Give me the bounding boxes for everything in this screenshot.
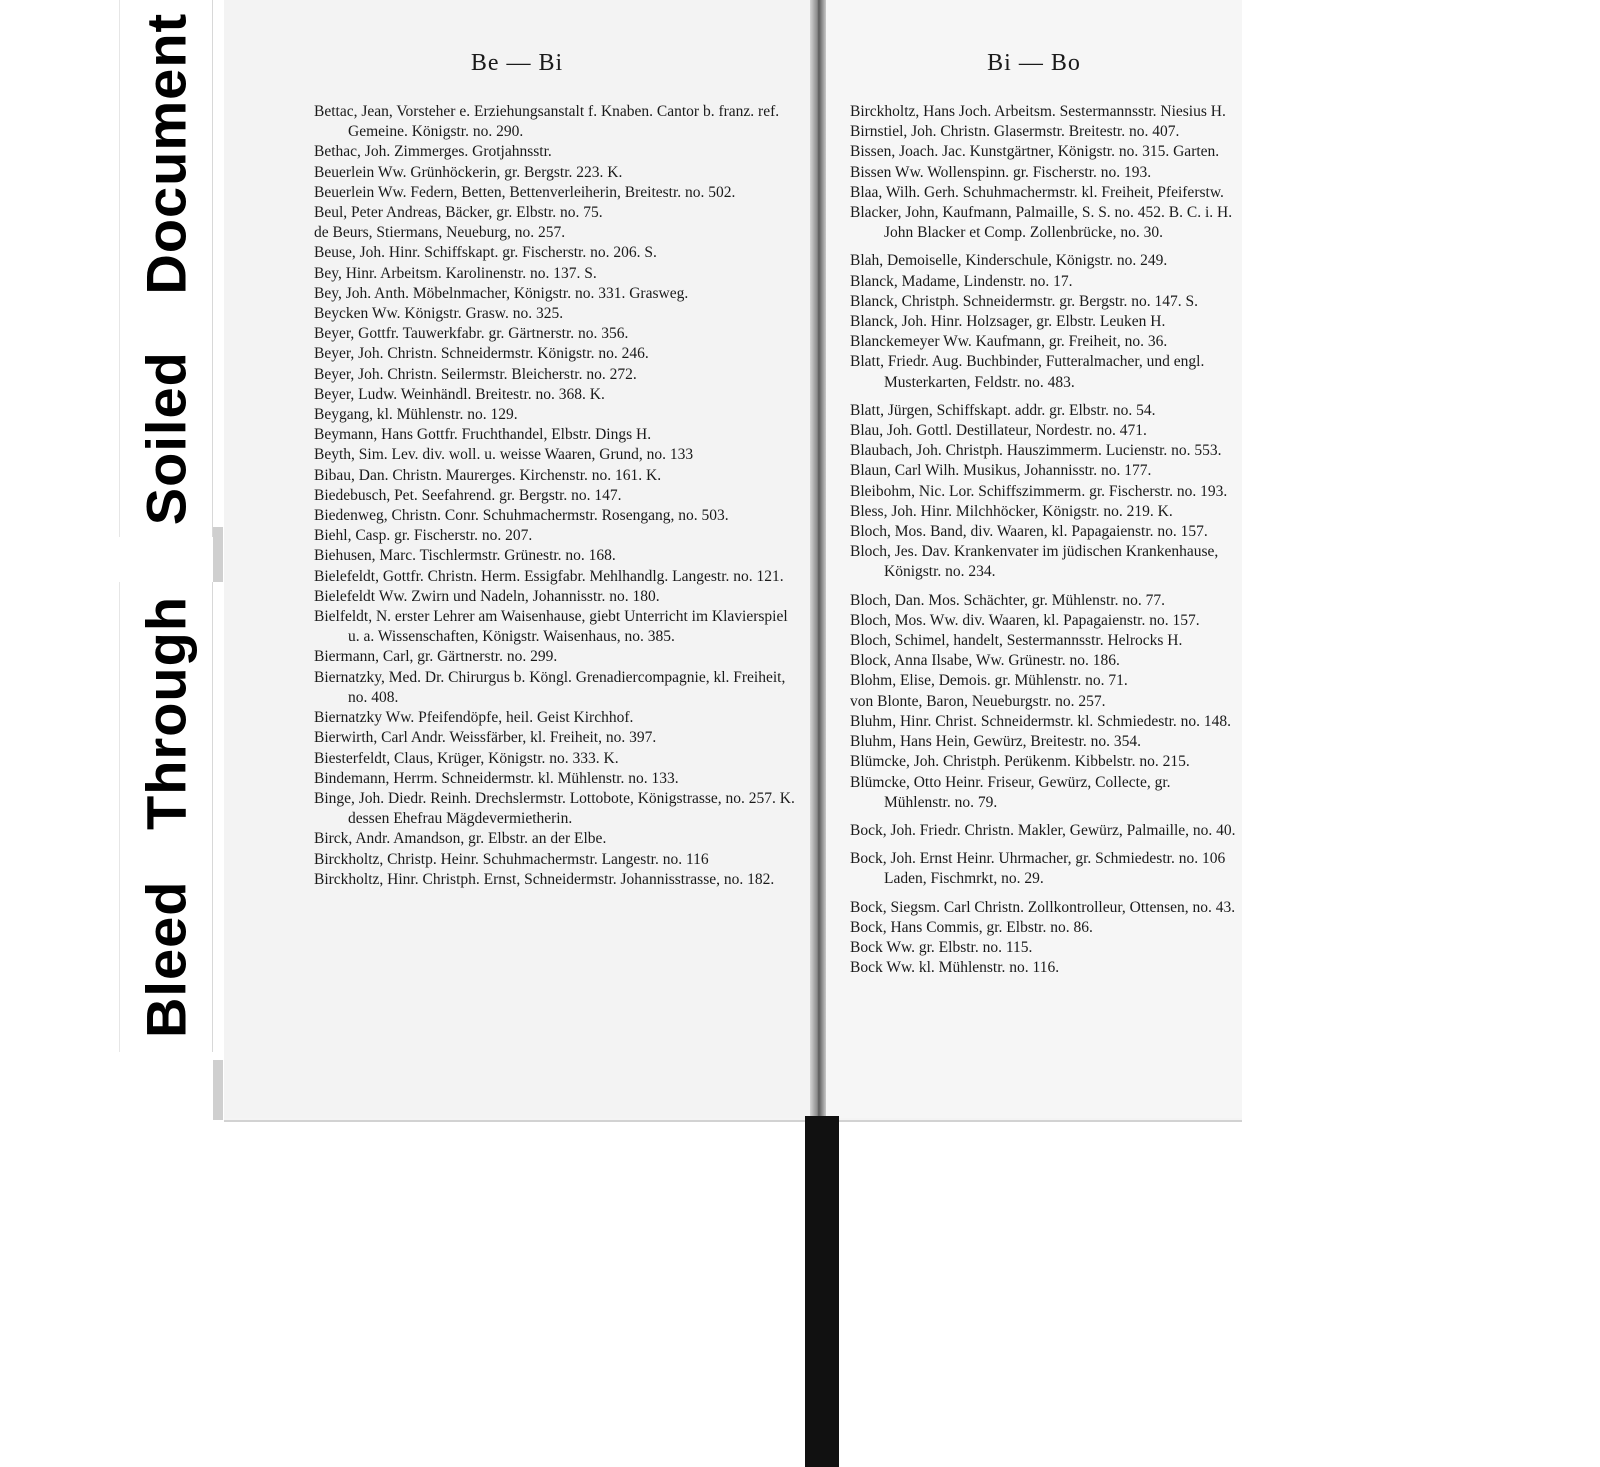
- directory-entry: Blaubach, Joh. Christph. Hauszimmerm. Lucienstr. no. 553.: [850, 442, 1222, 460]
- soiled-document-stamp: [120, 0, 212, 537]
- directory-entry: Bloch, Mos. Ww. div. Waaren, kl. Papagaienstr. no. 157.: [850, 611, 1200, 629]
- directory-entry: Blümcke, Joh. Christph. Perükenm. Kibbelstr. no. 215.: [850, 753, 1190, 771]
- directory-entry: Beycken Ww. Königstr. Grasw. no. 325.: [314, 305, 564, 323]
- directory-entry: Bierwirth, Carl Andr. Weissfärber, kl. Freiheit, no. 397.: [314, 729, 657, 747]
- right-page: [826, 0, 1242, 1118]
- bleed-through-stamp: [120, 582, 212, 1052]
- directory-entry: Bleibohm, Nic. Lor. Schiffszimmerm. gr. Fischerstr. no. 193.: [850, 482, 1228, 500]
- book-spine-shadow: [805, 1116, 839, 1467]
- soiled-document-label: Soiled Document: [134, 12, 198, 525]
- directory-entry: Blatt, Jürgen, Schiffskapt. addr. gr. Elbstr. no. 54.: [850, 401, 1156, 419]
- directory-entry: Bloch, Schimel, handelt, Sestermannsstr. Helrocks H.: [850, 632, 1183, 650]
- directory-entry: Blacker, John, Kaufmann, Palmaille, S. S. no. 452. B. C. i. H. John Blacker et Comp. Zollenbrücke, no. 30.: [850, 204, 1233, 242]
- directory-entry: Beuerlein Ww. Grünhöckerin, gr. Bergstr. 223. K.: [314, 163, 623, 181]
- bleed-through-label: Bleed Through: [134, 595, 198, 1039]
- directory-entry: Bey, Joh. Anth. Möbelnmacher, Königstr. no. 331. Grasweg.: [314, 284, 689, 302]
- scanned-sheet: [224, 0, 1242, 1122]
- directory-entry: Bock, Hans Commis, gr. Elbstr. no. 86.: [850, 918, 1093, 936]
- directory-entry: Bock, Siegsm. Carl Christn. Zollkontrolleur, Ottensen, no. 43.: [850, 898, 1236, 916]
- directory-entry: Biedenweg, Christn. Conr. Schuhmachermstr. Rosengang, no. 503.: [314, 507, 729, 525]
- directory-entry: Blanckemeyer Ww. Kaufmann, gr. Freiheit, no. 36.: [850, 333, 1168, 351]
- directory-entry: Beul, Peter Andreas, Bäcker, gr. Elbstr. no. 75.: [314, 204, 603, 222]
- directory-entry: Blau, Joh. Gottl. Destillateur, Nordestr. no. 471.: [850, 422, 1147, 440]
- directory-entry: Biermann, Carl, gr. Gärtnerstr. no. 299.: [314, 648, 558, 666]
- stamp-divider: [213, 527, 223, 582]
- stamp-divider: [213, 1060, 223, 1120]
- directory-entry: Biehl, Casp. gr. Fischerstr. no. 207.: [314, 527, 533, 545]
- directory-entry: Blaun, Carl Wilh. Musikus, Johannisstr. no. 177.: [850, 462, 1152, 480]
- directory-entry: Bless, Joh. Hinr. Milchhöcker, Königstr. no. 219. K.: [850, 502, 1173, 520]
- directory-entry: Bey, Hinr. Arbeitsm. Karolinenstr. no. 137. S.: [314, 264, 597, 282]
- book-gutter: [810, 0, 826, 1118]
- directory-entry: Bloch, Jes. Dav. Krankenvater im jüdischen Krankenhause, Königstr. no. 234.: [850, 543, 1219, 581]
- left-page-header: Be — Bi: [470, 50, 564, 76]
- directory-entry: Blümcke, Otto Heinr. Friseur, Gewürz, Collecte, gr. Mühlenstr. no. 79.: [850, 773, 1171, 811]
- directory-entry: Bock, Joh. Friedr. Christn. Makler, Gewürz, Palmaille, no. 40.: [850, 821, 1236, 839]
- directory-entry: Birckholtz, Hinr. Christph. Ernst, Schneidermstr. Johannisstrasse, no. 182.: [314, 870, 775, 888]
- directory-entry: Birnstiel, Joh. Christn. Glasermstr. Breitestr. no. 407.: [850, 123, 1180, 141]
- directory-entry: Biernatzky, Med. Dr. Chirurgus b. Köngl. Grenadiercompagnie, kl. Freiheit, no. 408.: [314, 668, 786, 706]
- directory-entry: Bielefeldt Ww. Zwirn und Nadeln, Johannisstr. no. 180.: [314, 587, 660, 605]
- directory-entry: Blanck, Madame, Lindenstr. no. 17.: [850, 272, 1073, 290]
- directory-entry: de Beurs, Stiermans, Neueburg, no. 257.: [314, 224, 566, 242]
- directory-entry: Beuse, Joh. Hinr. Schiffskapt. gr. Fischerstr. no. 206. S.: [314, 244, 657, 262]
- directory-entry: Blanck, Christph. Schneidermstr. gr. Bergstr. no. 147. S.: [850, 292, 1199, 310]
- directory-entry: Biernatzky Ww. Pfeifendöpfe, heil. Geist Kirchhof.: [314, 709, 634, 727]
- directory-entry: Bluhm, Hinr. Christ. Schneidermstr. kl. Schmiedestr. no. 148.: [850, 712, 1232, 730]
- directory-entry: Bock Ww. gr. Elbstr. no. 115.: [850, 938, 1033, 956]
- directory-entry: Binge, Joh. Diedr. Reinh. Drechslermstr. Lottobote, Königstrasse, no. 257. K. dessen Ehefrau Mägdevermietherin.: [314, 789, 795, 828]
- directory-entry: Biehusen, Marc. Tischlermstr. Grünestr. no. 168.: [314, 547, 616, 565]
- directory-entry: Beyer, Ludw. Weinhändl. Breitestr. no. 368. K.: [314, 385, 605, 403]
- right-page-entries: [850, 102, 1240, 978]
- directory-entry: Birckholtz, Christp. Heinr. Schuhmachermstr. Langestr. no. 116: [314, 850, 709, 868]
- directory-entry: Birckholtz, Hans Joch. Arbeitsm. Sestermannsstr. Niesius H.: [850, 103, 1226, 120]
- directory-entry: Bibau, Dan. Christn. Maurerges. Kirchenstr. no. 161. K.: [314, 466, 662, 484]
- directory-entry: Bock Ww. kl. Mühlenstr. no. 116.: [850, 959, 1060, 977]
- directory-entry: Blohm, Elise, Demois. gr. Mühlenstr. no. 71.: [850, 672, 1128, 690]
- directory-entry: Beyer, Joh. Christn. Schneidermstr. Königstr. no. 246.: [314, 345, 649, 363]
- directory-entry: Biesterfeldt, Claus, Krüger, Königstr. no. 333. K.: [314, 749, 619, 767]
- directory-entry: Bluhm, Hans Hein, Gewürz, Breitestr. no. 354.: [850, 733, 1142, 751]
- directory-entry: Biedebusch, Pet. Seefahrend. gr. Bergstr. no. 147.: [314, 486, 622, 504]
- directory-entry: Blaa, Wilh. Gerh. Schuhmachermstr. kl. Freiheit, Pfeiferstw.: [850, 183, 1224, 201]
- directory-entry: Blatt, Friedr. Aug. Buchbinder, Futteralmacher, und engl. Musterkarten, Feldstr. no. 483.: [850, 353, 1205, 391]
- directory-entry: Beyth, Sim. Lev. div. woll. u. weisse Waaren, Grund, no. 133: [314, 446, 694, 464]
- directory-entry: Bissen Ww. Wollenspinn. gr. Fischerstr. no. 193.: [850, 163, 1152, 181]
- left-page-entries: [314, 102, 799, 890]
- directory-entry: Beyer, Joh. Christn. Seilermstr. Bleicherstr. no. 272.: [314, 365, 637, 383]
- directory-entry: Bloch, Mos. Band, div. Waaren, kl. Papagaienstr. no. 157.: [850, 523, 1208, 541]
- directory-entry: Bock, Joh. Ernst Heinr. Uhrmacher, gr. Schmiedestr. no. 106 Laden, Fischmrkt, no. 29.: [850, 850, 1226, 888]
- directory-entry: Bethac, Joh. Zimmerges. Grotjahnsstr.: [314, 143, 552, 161]
- directory-entry: Birck, Andr. Amandson, gr. Elbstr. an der Elbe.: [314, 830, 607, 848]
- directory-entry: von Blonte, Baron, Neueburgstr. no. 257.: [850, 692, 1106, 710]
- directory-entry: Block, Anna Ilsabe, Ww. Grünestr. no. 186.: [850, 652, 1120, 670]
- directory-entry: Bindemann, Herrm. Schneidermstr. kl. Mühlenstr. no. 133.: [314, 769, 679, 787]
- directory-entry: Beymann, Hans Gottfr. Fruchthandel, Elbstr. Dings H.: [314, 426, 652, 444]
- left-page: [224, 0, 810, 1118]
- directory-entry: Bissen, Joach. Jac. Kunstgärtner, Königstr. no. 315. Garten.: [850, 143, 1220, 161]
- directory-entry: Beuerlein Ww. Federn, Betten, Bettenverleiherin, Breitestr. no. 502.: [314, 183, 736, 201]
- directory-entry: Beygang, kl. Mühlenstr. no. 129.: [314, 406, 518, 424]
- directory-entry: Bielefeldt, Gottfr. Christn. Herm. Essigfabr. Mehlhandlg. Langestr. no. 121.: [314, 567, 784, 585]
- directory-entry: Blanck, Joh. Hinr. Holzsager, gr. Elbstr. Leuken H.: [850, 313, 1166, 331]
- directory-entry: Bloch, Dan. Mos. Schächter, gr. Mühlenstr. no. 77.: [850, 591, 1165, 609]
- right-page-header: Bi — Bo: [987, 50, 1081, 76]
- directory-entry: Bettac, Jean, Vorsteher e. Erziehungsanstalt f. Knaben. Cantor b. franz. ref. Gemeine. Königstr. no. 290.: [314, 103, 780, 141]
- directory-entry: Bielfeldt, N. erster Lehrer am Waisenhause, giebt Unterricht im Klavierspiel u. a. Wissenschaften, Königstr. Waisenhaus, no. 385.: [314, 608, 788, 646]
- directory-entry: Beyer, Gottfr. Tauwerkfabr. gr. Gärtnerstr. no. 356.: [314, 325, 629, 343]
- directory-entry: Blah, Demoiselle, Kinderschule, Königstr. no. 249.: [850, 252, 1168, 270]
